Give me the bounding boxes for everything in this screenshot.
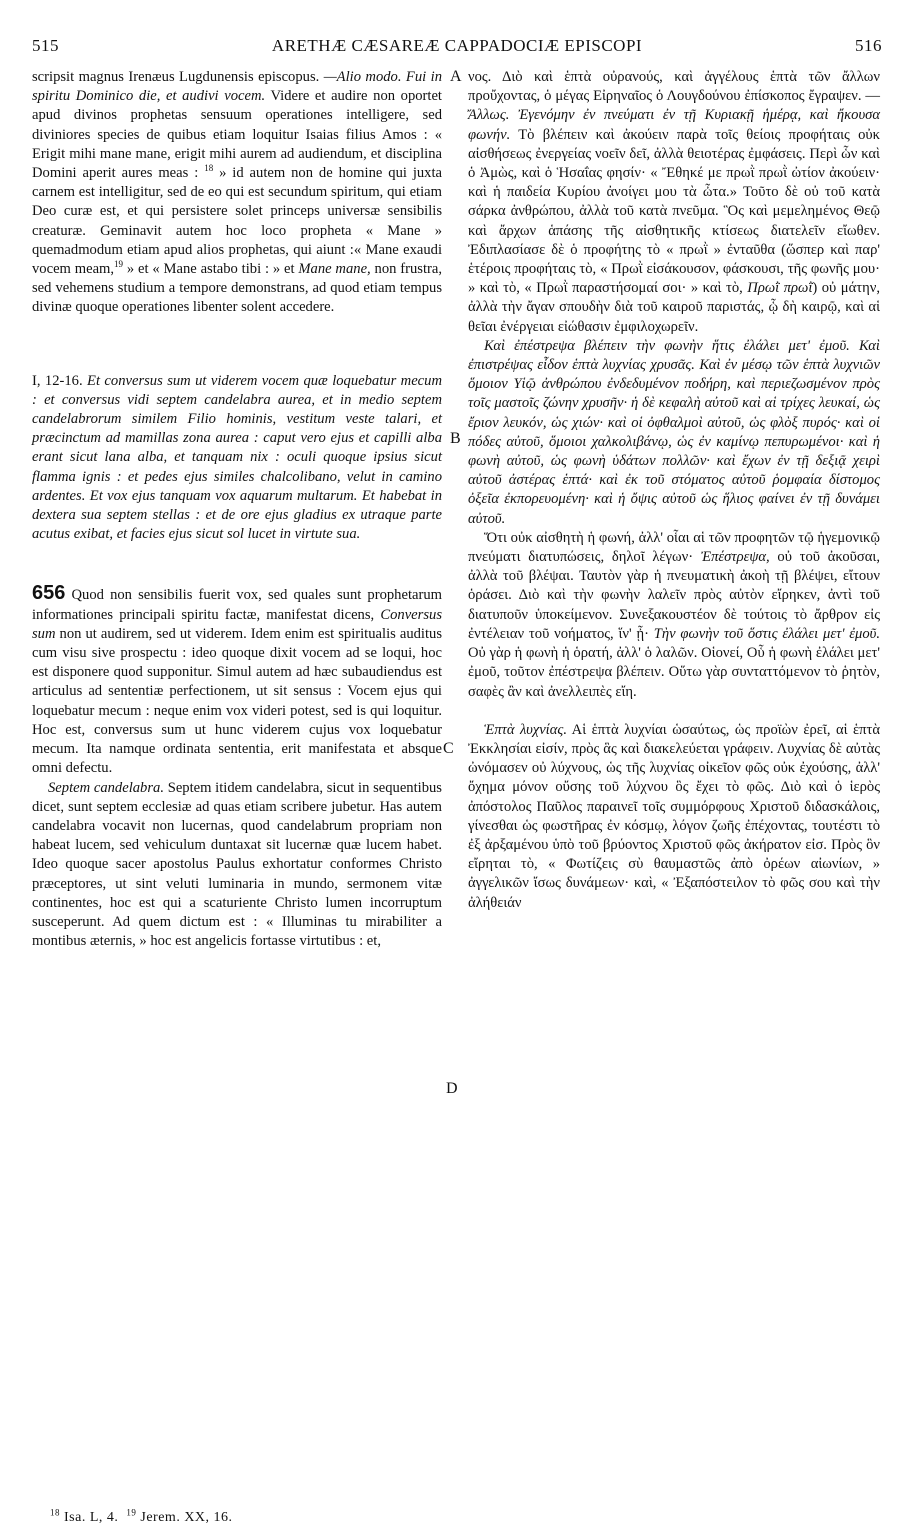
text-span: Τὸ βλέπειν καὶ ἀκούειν παρὰ τοῖς θείοις προφήταις οὐκ αἰσθήσεως ἐνεργείας νοεῖν δεῖ, ἀλλὰ θειοτέρας ἐμφάσεις. Περὶ ὧν καὶ ὁ Ἀμὼς, καὶ ὁ Ἡσαΐας φησίν· « Ἔθηκέ με πρωῒ πρωῒ ὠτίον ἀκούειν· καὶ ἡ παιδεία Κυρίου ἀνοίγει μου τὰ ὦτα.» Τοῦτο δὲ οὐ τοῦ κατὰ σάρκα ἀνθρώπου, ἀλλὰ τοῦ κατὰ πνεῦμα. Ὃς καὶ μεμελημένος Θεῷ καὶ ἄρχων ἁπάσης τῆς αἰσθητικῆς κτίσεως διατελεῖν εἴωθεν. Ἐδιπλασίασε δὲ ὁ προφήτης τὸ « πρωῒ » ἐνταῦθα (ὥσπερ καὶ παρ' ἑτέροις προφήταις τὸ, « Πρωῒ εἰσάκουσον, φάσκουσι, τῆς φωνῆς μου· » καὶ τὸ, « Πρωῒ παραστήσομαί σοι· » καὶ τὸ, <box>468 126 880 297</box>
footnote-text: Isa. L, 4. <box>60 1510 119 1525</box>
footnotes <box>50 1507 233 1526</box>
italic-span: Conversus sum <box>32 606 442 642</box>
italic-span: Καὶ ἐπέστρεψα βλέπειν τὴν φωνὴν ἥτις ἐλάλει μετ' ἐμοῦ. Καὶ ἐπιστρέψας εἶδον ἑπτὰ λυχνίας χρυσᾶς. Καὶ ἐν μέσῳ τῶν ἑπτὰ λυχνιῶν ὅμοιον Υἱῷ ἀνθρώπου ἐνδεδυμένον ποδήρη, καὶ περιεζωσμένον πρὸς τοῖς μαστοῖς ζώνην χρυσῆν· ἡ δὲ κεφαλὴ αὐτοῦ καὶ αἱ τρίχες λευκαί, ὡς ἔριον λευκόν, ὡς χιών· καὶ οἱ ὀφθαλμοὶ αὐτοῦ, ὡς φλὸξ πυρός· καὶ οἱ πόδες αὐτοῦ, ὅμοιοι χαλκολιβάνῳ, ὡς ἐν καμίνῳ πεπυρωμένοι· καὶ ἡ φωνὴ αὐτοῦ, ὡς φωνὴ ὑδάτων πολλῶν· καὶ ἔχων ἐν τῇ δεξιᾷ χειρὶ αὐτοῦ ἀστέρας ἑπτά· καὶ ἐκ τοῦ στόματος αὐτοῦ ῥομφαία δίστομος ὀξεῖα ἐκπορευομένη· καὶ ἡ ὄψις αὐτοῦ ὡς ἥλιος φαίνει ἐν τῇ δυνάμει αὐτοῦ. <box>468 337 880 527</box>
text-span: » et « Mane astabo tibi : » et <box>123 261 299 278</box>
footnote-ref: 19 <box>114 259 124 270</box>
latin-column <box>32 68 442 951</box>
italic-span: Septem candelabra. <box>48 779 164 796</box>
page-number-right: 516 <box>855 36 882 55</box>
greek-paragraph-3 <box>468 529 880 702</box>
footnote-text: Jerem. XX, 16. <box>136 1510 233 1525</box>
margin-marker-c: C <box>443 740 454 757</box>
page-header <box>32 36 882 58</box>
margin-marker-b: B <box>450 430 461 447</box>
greek-paragraph-4 <box>468 721 880 913</box>
verse-reference: I, 12-16. <box>32 372 83 389</box>
italic-span: —Alio modo. Fui in spiritu Dominico die, et audivi vocem. <box>32 69 442 105</box>
column-number: 656 <box>32 582 66 605</box>
text-span: Quod non sensibilis fuerit vox, sed quales sunt prophetarum informationes principali spiritu factæ, manifestat dicens, <box>32 587 442 623</box>
text-span: οὐ τοῦ ἀκοῦσαι, ἀλλὰ τοῦ βλέψαι. Ταυτὸν γὰρ ἡ πνευματικὴ ἀκοὴ τῇ βλέψει, εἴτουν ὁράσει. Διὸ καὶ τὴν φωνὴν λαλεῖν πρὸς αὐτὸν εἴρηκεν, ἀντὶ τοῦ διατυποῦν ὑποκείμενον. Συνεξακουστέον δὲ τούτοις τὸ ἄρθρον εἰς ἐντέλειαν τοῦ νοήματος, ἵν' ᾖ· <box>468 549 880 642</box>
text-span: » id autem non de homine qui juxta carnem est intelligitur, sed de eo qui est secundum spiritum, qui etiam Deo curæ est, et qui persistere solet princeps universæ sensibilis creaturæ. Geminavit autem hoc loco propheta « Mane » quemadmodum etiam apud alios prophetas, qui aiunt :« Mane exaudi vocem meam, <box>32 165 443 278</box>
italic-span: Mane mane, <box>298 261 371 278</box>
text-span: Οὐ γὰρ ἡ φωνὴ ἡ ὁρατή, ἀλλ' ὁ λαλῶν. Οἱονεί, Οὗ ἡ φωνὴ ἐλάλει μετ' ἐμοῦ, τοῦτον ἐπέστρεψα βλέπειν. Οὕτω γὰρ συνταττόμενον τὸ ῥητὸν, σαφὲς ἂν καὶ ἀνελλειπὲς εἴη. <box>468 645 880 700</box>
latin-paragraph-3 <box>32 584 442 778</box>
page-number-left: 515 <box>32 36 59 55</box>
text-span: Videre et audire non oportet apud divinos prophetas sensuum operationes intelligere, sed diviniores species de quibus etiam loquitur Isaias filius Amos : « Erigit mihi mane mane, erigit mihi aurem ad audiendum, et disciplina Domini aperit aures meas : <box>32 88 442 182</box>
footnote-number: 19 <box>126 1507 137 1518</box>
footnote-ref: 18 <box>204 163 214 174</box>
latin-paragraph-1 <box>32 68 442 318</box>
latin-paragraph-4 <box>32 779 442 952</box>
latin-lemma <box>32 372 442 545</box>
greek-lemma <box>468 337 880 529</box>
italic-span: Ἑπτὰ λυχνίας. <box>484 721 567 738</box>
greek-column <box>468 68 880 913</box>
margin-marker-d: D <box>446 1080 458 1097</box>
text-span: non ut audirem, sed ut viderem. Idem enim est spiritualis auditus cum visu sive prospectu : ideo quoque dixit vocem ad se loqui, hoc est disponere quod supponitur. Simul autem ad hæc subaudiendus est articulus ad sententiæ perfectionem, ut sit sensus : Vocem ejus qui loquebatur mecum : neque enim vox videri potest, sed is qui loquitur. Hoc est, conversus sum ut hunc viderem cujus vox loquebatur mecum. Ita namque ordinata sententia, erit manifestata et absque omni defectu. <box>32 625 442 777</box>
italic-span: Τὴν φωνὴν τοῦ ὅστις ἐλάλει μετ' ἐμοῦ. <box>653 625 880 642</box>
italic-span: Et conversus sum ut viderem vocem quæ loquebatur mecum : et conversus vidi septem candelabra aurea, et in medio septem candelabrorum similem Filio hominis, vestitum veste talari, et præcinctum ad mamillas zona aurea : caput vero ejus et capilli alba erant sicut lana alba, et tanquam nix : oculi quoque ipsius sicut flamma ignis : et pedes ejus similes chalcolibano, velut in camino ardentes. Et vox ejus tanquam vox aquarum multarum. Et habebat in dextera sua septem stellas : et de ore ejus gladius ex utraque parte acutus exibat, et facies ejus sicut sol lucet in virtute sua. <box>32 372 442 543</box>
text-span: Ὅτι οὐκ αἰσθητὴ ἡ φωνή, ἀλλ' οἷαι αἱ τῶν προφητῶν τῷ ἡγεμονικῷ πνεύματι διατυπώσεις, δηλοῖ λέγων· <box>468 529 880 566</box>
footnote-number: 18 <box>50 1507 60 1518</box>
greek-paragraph-1 <box>468 68 880 337</box>
text-span: Αἱ ἑπτὰ λυχνίαι ὡσαύτως, ὡς προϊὼν ἐρεῖ, αἱ ἑπτὰ Ἐκκλησίαι εἰσίν, πρὸς ἃς καὶ διακελεύεται γράφειν. Λυχνίας δὲ αὐτὰς ὠνόμασεν οὐ λύχνους, ὡς τῆς λυχνίας οἰκεῖον φῶς οὐκ ἐχούσης, ἀλλ' ὄχημα μόνον οὔσης τοῦ λύχνου ὃς ἔχει τὸ φῶς. Διὸ καὶ ὁ ἱερὸς ἀπόστολος Παῦλος παραινεῖ τοῖς συμμόρφους Χριστοῦ διδασκάλοις, γίνεσθαι ὡς φωστῆρας ἐν κόσμῳ, λόγον ζωῆς ἐπέχοντας, τουτέστι τὸ ἐξ ἀρξαμένου ὑπὸ τοῦ βρύοντος Χριστοῦ φῶς ἀκήρατον εἰσ. Πρὸς ὃν εἴρηται τὸ, « Φωτίζεις σὺ θαυμαστῶς ἀπὸ ὀρέων αἰωνίων, » ἀγγελικῶν ἴσως δυνάμεων· καὶ, « Ἐξαπόστειλον τὸ φῶς σου καὶ τὴν ἀλήθειάν <box>468 721 881 911</box>
italic-span: Ἐπέστρεψα, <box>700 549 770 566</box>
text-span: νος. Διὸ καὶ ἑπτὰ οὐρανούς, καὶ ἀγγέλους ἑπτὰ τῶν ἄλλων προὔχοντας, ὁ μέγας Εἰρηναῖος ὁ Λουγδούνου ἐπίσκοπος ἔγραψεν. — <box>468 69 880 105</box>
italic-span: Ἄλλως. Ἐγενόμην ἐν πνεύματι ἐν τῇ Κυριακῇ ἡμέρᾳ, καὶ ἤκουσα φωνήν. <box>468 107 880 143</box>
text-span: Septem itidem candelabra, sicut in sequentibus dicet, sunt septem ecclesiæ ad quas etiam scribere jubetur. Has autem candelabra vocavit non lucernas, quod candelabrum propriam non habeat lucem, sed vehiculum duntaxat sit lucernæ quæ lucem habet. Ideo quoque sacer apostolus Paulus exhortatur conformes Christo præceptores, ut sint veluti luminaria in mundo, sermonem vitæ continentes, hoc est qui a scaturiente Christo lumen incorruptum susceperunt. Ad quem dictum est : « Illuminas tu mirabiliter a montibus æternis, » hoc est angelicis fortasse virtutibus : et, <box>32 779 442 950</box>
margin-marker-a: A <box>450 68 462 85</box>
italic-span: Πρωῒ πρωῒ <box>747 280 813 297</box>
text-span: non frustra, sed vehemens studium a tempore demonstrans, ad quod etiam tempus divinæ quoque operationes libenter solent accedere. <box>32 261 442 316</box>
running-title: ARETHÆ CÆSAREÆ CAPPADOCIÆ EPISCOPI <box>271 36 643 55</box>
text-span: ) οὐ μάτην, ἀλλὰ τὴν ἄγαν σπουδὴν διὰ τοῦ καιροῦ παριστάς, ᾧ δὴ καιρῷ, καὶ αἱ θεῖαι ἐνέργειαι εἰώθασιν ἐμφιλοχωρεῖν. <box>468 280 880 335</box>
text-span: scripsit magnus Irenæus Lugdunensis episcopus. <box>32 69 324 85</box>
